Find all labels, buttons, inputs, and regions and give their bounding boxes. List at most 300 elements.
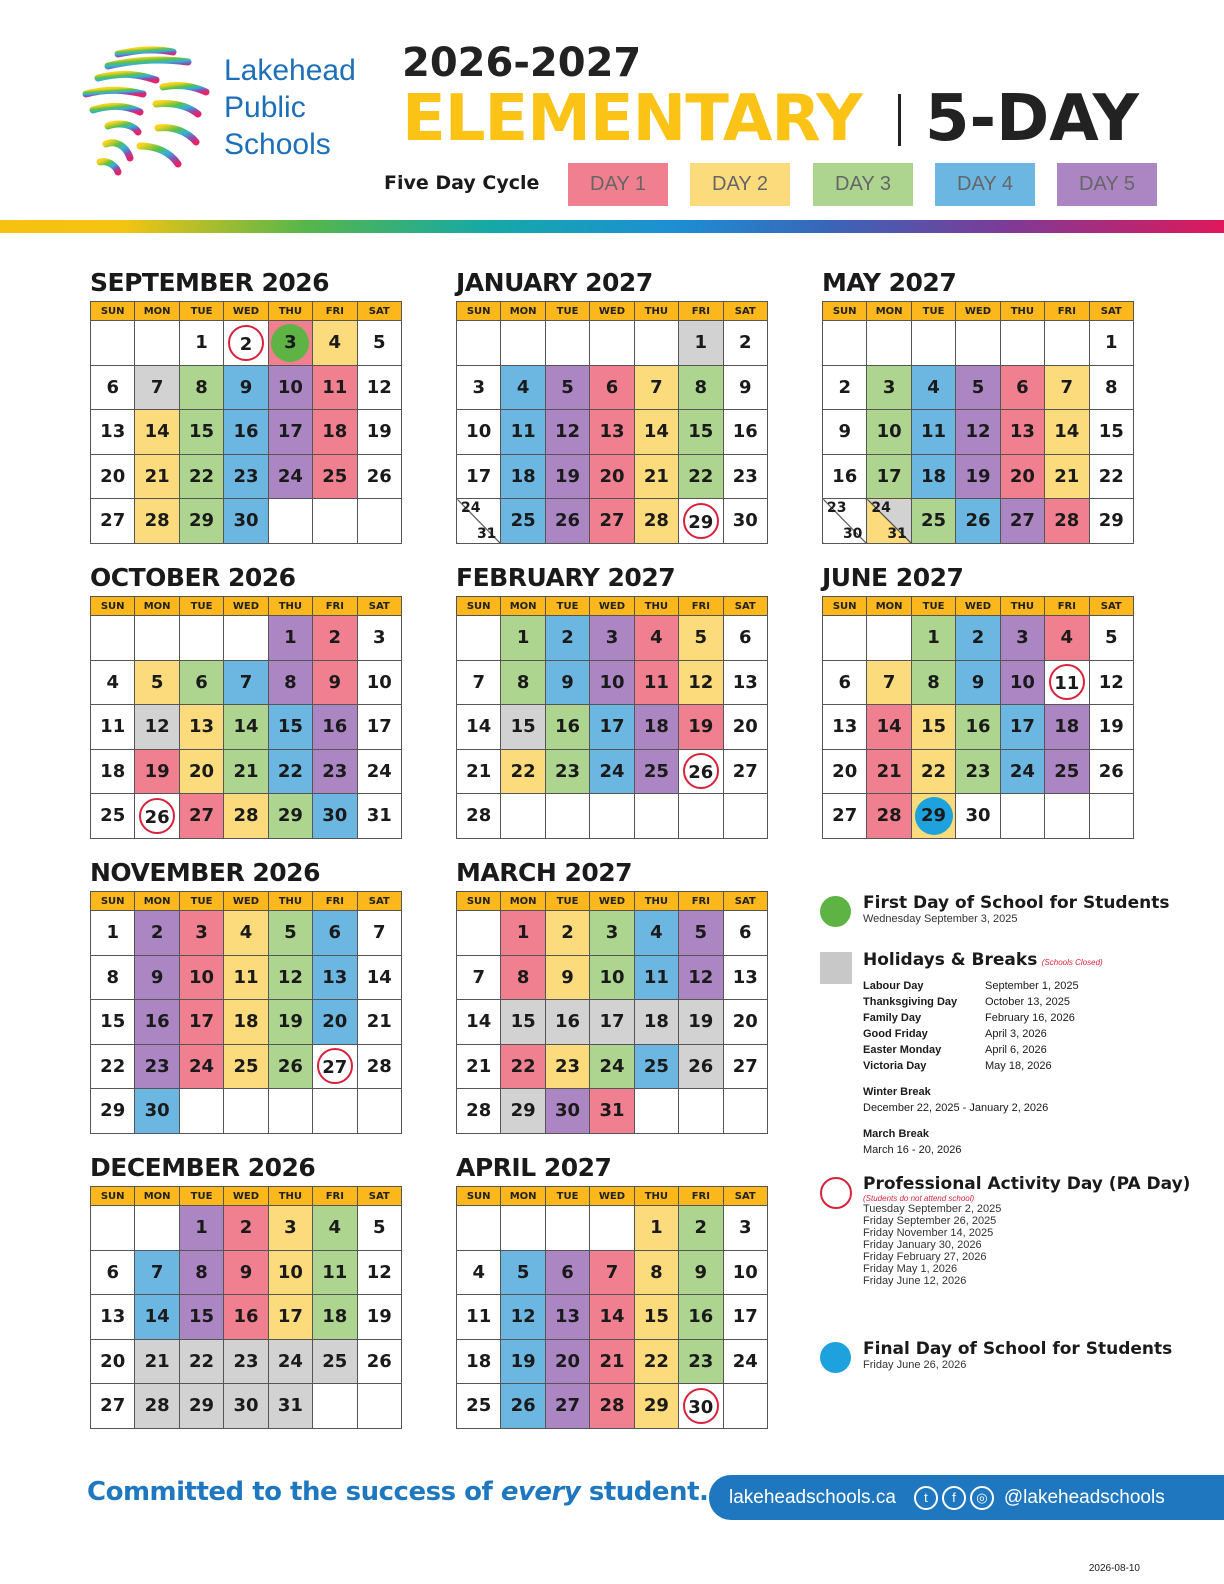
day-number: 8: [195, 1261, 208, 1283]
calendar-day-cell: [313, 794, 357, 839]
pa-day-marker: 2: [228, 325, 264, 361]
day-number: 15: [510, 1011, 536, 1033]
calendar-day-cell: [179, 454, 223, 499]
holiday-row: [863, 996, 1203, 1012]
day-number: 3: [739, 1217, 752, 1239]
weekday-header: THU: [634, 302, 678, 321]
pa-date: Friday June 12, 2026: [863, 1275, 967, 1287]
day-number: 16: [832, 465, 858, 487]
weekday-header: WED: [224, 597, 268, 616]
week-row: [91, 1250, 402, 1295]
calendar-day-cell: [590, 955, 634, 1000]
website-link[interactable]: lakeheadschools.ca: [729, 1486, 896, 1508]
day-number: 20: [322, 1011, 348, 1033]
holiday-name: Easter Monday: [863, 1044, 942, 1056]
calendar-day-cell: [357, 1339, 401, 1384]
day-number: 30: [322, 805, 348, 827]
weekday-header: MON: [135, 597, 179, 616]
calendar-day-cell: [545, 1250, 589, 1295]
pa-day-marker: 30: [683, 1388, 719, 1424]
weekday-header: SAT: [723, 892, 767, 911]
calendar-day-cell: [224, 660, 268, 705]
calendar-day-cell: [224, 365, 268, 410]
instagram-icon[interactable]: ◎: [970, 1486, 994, 1510]
day-number: 17: [1009, 716, 1035, 738]
calendar-day-cell: [634, 911, 678, 956]
day-number: 17: [277, 421, 303, 443]
day-number: 8: [694, 376, 708, 398]
weekday-header: FRI: [679, 302, 723, 321]
weekday-header: FRI: [313, 302, 357, 321]
calendar-day-cell: [357, 321, 401, 366]
calendar-day-cell: [179, 1384, 223, 1429]
calendar-day-cell: [590, 616, 634, 661]
day-number: 18: [510, 465, 536, 487]
holiday-date: May 18, 2026: [985, 1060, 1052, 1072]
weekday-header: SAT: [723, 1187, 767, 1206]
holiday-date: September 1, 2025: [985, 980, 1079, 992]
day-number: 19: [366, 421, 392, 443]
calendar-day-cell: [1045, 499, 1089, 544]
day-number: 28: [599, 1395, 625, 1417]
empty-cell: [867, 616, 911, 661]
calendar-day-cell: [268, 1044, 312, 1089]
day-number: 28: [1054, 510, 1080, 532]
day-number: 16: [322, 716, 348, 738]
calendar-day-cell: [911, 499, 955, 544]
day-number: 1: [516, 627, 530, 649]
day-number: 5: [150, 671, 164, 693]
calendar-day-cell: [867, 454, 911, 499]
day-number: 25: [322, 1350, 348, 1372]
day-number: 14: [366, 966, 392, 988]
day-number: 6: [1016, 376, 1029, 398]
calendar-day-cell: [590, 1384, 634, 1429]
day-number: 5: [284, 922, 297, 944]
day-number: 1: [195, 332, 208, 354]
day-number: 10: [732, 1261, 758, 1283]
calendar-day-cell: [590, 660, 634, 705]
day-number: 3: [195, 922, 208, 944]
legend-last-day-title: Final Day of School for Students: [863, 1339, 1173, 1359]
calendar-day-cell: [1000, 749, 1044, 794]
day-number: 16: [688, 1306, 714, 1328]
calendar-day-cell: [357, 410, 401, 455]
day-number: 15: [189, 1306, 215, 1328]
calendar-day-cell: [313, 660, 357, 705]
weekday-header: MON: [135, 1187, 179, 1206]
calendar-day-cell: [723, 660, 767, 705]
calendar-day-cell: [135, 660, 179, 705]
calendar-grid: [456, 1186, 768, 1429]
day-number: 3: [373, 627, 386, 649]
calendar-day-cell: [501, 1384, 545, 1429]
legend-first-day-title: First Day of School for Students: [863, 893, 1170, 913]
week-row: [91, 1206, 402, 1251]
calendar-day-cell: [723, 911, 767, 956]
day-number: 30: [965, 805, 991, 827]
day-number: 6: [328, 922, 342, 944]
empty-cell: [135, 616, 179, 661]
calendar-day-cell: [501, 1044, 545, 1089]
day-number: 13: [100, 421, 126, 443]
calendar-day-cell: [268, 660, 312, 705]
day-number: 30: [842, 525, 863, 542]
day-number: 4: [328, 1217, 342, 1239]
document-date-code: 2026-08-10: [1088, 1563, 1140, 1574]
day-number: 17: [277, 1306, 303, 1328]
day-number: 6: [739, 627, 752, 649]
day-number: 26: [366, 1350, 392, 1372]
day-number: 7: [1060, 376, 1074, 398]
month-september-2026: [90, 265, 402, 544]
calendar-day-cell: [545, 1295, 589, 1340]
calendar-day-cell: [634, 1000, 678, 1045]
day-number: 10: [277, 1261, 303, 1283]
day-number: 12: [688, 671, 714, 693]
footer-contact-bar: [709, 1475, 1224, 1520]
day-number: 25: [921, 510, 947, 532]
calendar-day-cell: [457, 1089, 501, 1134]
calendar-day-cell: [135, 955, 179, 1000]
calendar-day-cell: [590, 911, 634, 956]
calendar-day-cell: [634, 1384, 678, 1429]
day-number: 10: [599, 671, 625, 693]
calendar-day-cell: [91, 499, 135, 544]
day-number: 6: [106, 1261, 119, 1283]
day-number: 23: [555, 1055, 581, 1077]
calendar-day-cell: [179, 1339, 223, 1384]
day-number: 6: [838, 671, 851, 693]
empty-cell: [268, 1089, 312, 1134]
week-row: [91, 616, 402, 661]
day-number: 2: [561, 922, 574, 944]
calendar-day-cell: [823, 794, 867, 839]
weekday-header: FRI: [313, 892, 357, 911]
week-row: [91, 454, 402, 499]
day-number: 24: [732, 1350, 758, 1372]
calendar-day-cell: [679, 454, 723, 499]
social-handle[interactable]: @lakeheadschools: [1003, 1486, 1165, 1508]
calendar-day-cell: [1089, 410, 1133, 455]
day-number: 21: [144, 465, 170, 487]
week-row: [457, 1295, 768, 1340]
day-number: 19: [144, 760, 170, 782]
tagline-emphasis: every: [500, 1477, 581, 1507]
day-3-legend: DAY 3: [813, 163, 913, 206]
day-number: 15: [510, 716, 536, 738]
week-row: [91, 911, 402, 956]
day-number: 21: [466, 760, 492, 782]
logo-line: Schools: [224, 128, 331, 161]
calendar-day-cell: [357, 955, 401, 1000]
calendar-grid: [822, 301, 1134, 544]
facebook-icon[interactable]: f: [942, 1486, 966, 1510]
day-number: 9: [694, 1261, 708, 1283]
calendar-grid: [456, 596, 768, 839]
calendar-day-cell: [224, 955, 268, 1000]
calendar-day-cell: [911, 454, 955, 499]
week-row: [91, 705, 402, 750]
tagline-part: student.: [580, 1477, 709, 1507]
pa-date: Friday September 26, 2025: [863, 1215, 997, 1227]
calendar-day-cell: [956, 454, 1000, 499]
calendar-day-cell: [867, 705, 911, 750]
calendar-day-cell: [679, 1384, 723, 1429]
day-number: 11: [466, 1306, 492, 1328]
calendar-day-cell: [357, 1295, 401, 1340]
day-number: 31: [366, 805, 392, 827]
day-number: 5: [561, 376, 574, 398]
day-number: 12: [555, 421, 581, 443]
day-number: 2: [150, 922, 164, 944]
weekday-header: WED: [590, 302, 634, 321]
day-number: 25: [466, 1395, 492, 1417]
calendar-day-cell: [911, 365, 955, 410]
calendar-day-cell: [91, 1295, 135, 1340]
week-row: [91, 1000, 402, 1045]
day-number: 6: [739, 922, 752, 944]
calendar-day-cell: [723, 1295, 767, 1340]
calendar-day-cell: [956, 365, 1000, 410]
empty-cell: [179, 1089, 223, 1134]
calendar-day-cell: [179, 955, 223, 1000]
week-row: [457, 660, 768, 705]
calendar-day-cell: [956, 616, 1000, 661]
day-number: 23: [233, 465, 259, 487]
holiday-row: [863, 1060, 1203, 1076]
calendar-day-cell: [501, 955, 545, 1000]
empty-cell: [268, 499, 312, 544]
calendar-grid: [822, 596, 1134, 839]
weekday-header: MON: [867, 302, 911, 321]
legend-first-day-date: Wednesday September 3, 2025: [863, 913, 1018, 925]
calendar-day-cell: [135, 749, 179, 794]
day-number: 7: [605, 1261, 619, 1283]
calendar-day-cell: [545, 1044, 589, 1089]
day-number: 4: [1060, 627, 1074, 649]
day-number: 6: [195, 671, 208, 693]
empty-cell: [457, 616, 501, 661]
day-number: 4: [927, 376, 940, 398]
calendar-day-cell: [91, 410, 135, 455]
calendar-day-cell: [357, 1044, 401, 1089]
weekday-header: WED: [224, 302, 268, 321]
day-number: 21: [144, 1350, 170, 1372]
week-row: [91, 749, 402, 794]
weekday-header: SUN: [91, 892, 135, 911]
day-number: 15: [189, 421, 215, 443]
empty-cell: [135, 1206, 179, 1251]
week-row: [457, 955, 768, 1000]
calendar-day-cell: [590, 365, 634, 410]
day-number: 22: [921, 760, 947, 782]
day-number: 24: [599, 1055, 625, 1077]
day-number: 12: [366, 376, 392, 398]
legend-pa-title: Professional Activity Day (PA Day): [863, 1174, 1191, 1194]
calendar-day-cell: [91, 1250, 135, 1295]
weekday-header: SUN: [91, 302, 135, 321]
calendar-day-cell: [224, 1295, 268, 1340]
calendar-day-cell: [1000, 499, 1044, 544]
day-number: 25: [100, 805, 126, 827]
calendar-day-cell: [313, 365, 357, 410]
calendar-day-cell: [268, 794, 312, 839]
calendar-day-cell: [1000, 365, 1044, 410]
week-row: [91, 955, 402, 1000]
day-number: 28: [144, 510, 170, 532]
weekday-header: THU: [634, 1187, 678, 1206]
calendar-day-cell: [911, 660, 955, 705]
calendar-day-cell: [224, 499, 268, 544]
calendar-day-cell: [457, 410, 501, 455]
week-row: [457, 705, 768, 750]
calendar-day-cell: [313, 955, 357, 1000]
day-number: 23: [688, 1350, 714, 1372]
week-row: [823, 705, 1134, 750]
month-march-2027: [456, 855, 768, 1134]
calendar-day-cell: [268, 911, 312, 956]
calendar-day-cell: [224, 1000, 268, 1045]
day-number: 25: [643, 760, 669, 782]
week-row: [457, 1339, 768, 1384]
calendar-day-cell: [679, 616, 723, 661]
week-row: [457, 321, 768, 366]
day-number: 8: [516, 966, 530, 988]
month-title: SEPTEMBER 2026: [90, 268, 330, 297]
day-number: 16: [555, 1011, 581, 1033]
calendar-day-cell: [91, 365, 135, 410]
calendar-day-cell: [911, 616, 955, 661]
calendar-day-cell: [679, 1000, 723, 1045]
weekday-header: SUN: [457, 1187, 501, 1206]
empty-cell: [590, 1206, 634, 1251]
month-june-2027: [822, 560, 1134, 839]
month-october-2026: [90, 560, 402, 839]
day-number: 23: [827, 500, 847, 516]
week-row: [823, 321, 1134, 366]
day-number: 21: [643, 465, 669, 487]
calendar-day-cell: [268, 1339, 312, 1384]
calendar-day-cell: [823, 365, 867, 410]
weekday-header: TUE: [179, 1187, 223, 1206]
day-number: 23: [322, 760, 348, 782]
weekday-header: TUE: [179, 597, 223, 616]
calendar-day-cell: [268, 1384, 312, 1429]
calendar-day-cell: [634, 1295, 678, 1340]
calendar-day-cell: [179, 499, 223, 544]
calendar-day-cell: [357, 616, 401, 661]
day-number: 4: [650, 922, 663, 944]
day-number: 25: [510, 510, 536, 532]
day-number: 7: [373, 922, 386, 944]
calendar-grid: [90, 1186, 402, 1429]
empty-cell: [545, 1206, 589, 1251]
calendar-day-cell: [679, 660, 723, 705]
weekday-header: FRI: [1045, 597, 1089, 616]
weekday-header: SUN: [823, 597, 867, 616]
day-number: 14: [599, 1306, 625, 1328]
empty-cell: [1089, 794, 1133, 839]
day-number: 26: [366, 465, 392, 487]
calendar-day-cell: [457, 705, 501, 750]
day-number: 27: [555, 1395, 581, 1417]
empty-cell: [723, 794, 767, 839]
calendar-day-cell: [723, 616, 767, 661]
calendar-grid: [456, 891, 768, 1134]
day-number: 25: [233, 1055, 259, 1077]
legend-last-day-date: Friday June 26, 2026: [863, 1359, 967, 1371]
empty-cell: [357, 499, 401, 544]
calendar-day-cell: [179, 911, 223, 956]
day-number: 13: [732, 966, 758, 988]
pa-date: Friday February 27, 2026: [863, 1251, 987, 1263]
day-number: 29: [189, 510, 215, 532]
day-number: 14: [233, 716, 259, 738]
day-number: 10: [1009, 671, 1035, 693]
day-number: 10: [366, 671, 392, 693]
day-number: 2: [239, 1217, 253, 1239]
day-number: 4: [106, 671, 119, 693]
day-5-legend: DAY 5: [1057, 163, 1157, 206]
day-number: 28: [233, 805, 259, 827]
week-row: [457, 1206, 768, 1251]
march-break-title: March Break: [863, 1128, 930, 1140]
calendar-day-cell: [313, 705, 357, 750]
day-number: 11: [322, 1261, 348, 1283]
calendar-day-cell: [867, 660, 911, 705]
day-number: 3: [605, 627, 619, 649]
weekday-header: TUE: [545, 302, 589, 321]
calendar-day-cell: [1089, 499, 1133, 544]
calendar-day-cell: [867, 794, 911, 839]
empty-cell: [501, 321, 545, 366]
calendar-day-cell: [1000, 410, 1044, 455]
calendar-day-cell: [357, 1250, 401, 1295]
day-number: 29: [100, 1100, 126, 1122]
winter-break-dates: December 22, 2025 - January 2, 2026: [863, 1102, 1049, 1114]
calendar-day-cell: [590, 410, 634, 455]
winter-break-title: Winter Break: [863, 1086, 931, 1098]
calendar-day-cell: [91, 660, 135, 705]
day-number: 27: [732, 760, 758, 782]
calendar-day-cell: [634, 454, 678, 499]
calendar-day-cell: [501, 749, 545, 794]
calendar-day-cell: [179, 1250, 223, 1295]
day-number: 1: [516, 922, 530, 944]
calendar-day-cell: [357, 794, 401, 839]
weekday-header: MON: [135, 892, 179, 911]
calendar-day-cell: [357, 660, 401, 705]
day-number: 27: [100, 510, 126, 532]
calendar-day-cell: [135, 365, 179, 410]
calendar-day-cell: [545, 454, 589, 499]
calendar-day-cell: [590, 1000, 634, 1045]
day-2-legend: DAY 2: [690, 163, 790, 206]
day-number: 6: [106, 376, 119, 398]
day-number: 5: [694, 922, 708, 944]
day-number: 11: [233, 966, 259, 988]
twitter-icon[interactable]: t: [914, 1486, 938, 1510]
empty-cell: [457, 911, 501, 956]
week-row: [91, 499, 402, 544]
empty-cell: [501, 794, 545, 839]
green-dot-icon: [820, 896, 851, 927]
day-number: 26: [510, 1395, 536, 1417]
calendar-day-cell: [91, 454, 135, 499]
day-number: 20: [1009, 465, 1035, 487]
week-row: [457, 1044, 768, 1089]
